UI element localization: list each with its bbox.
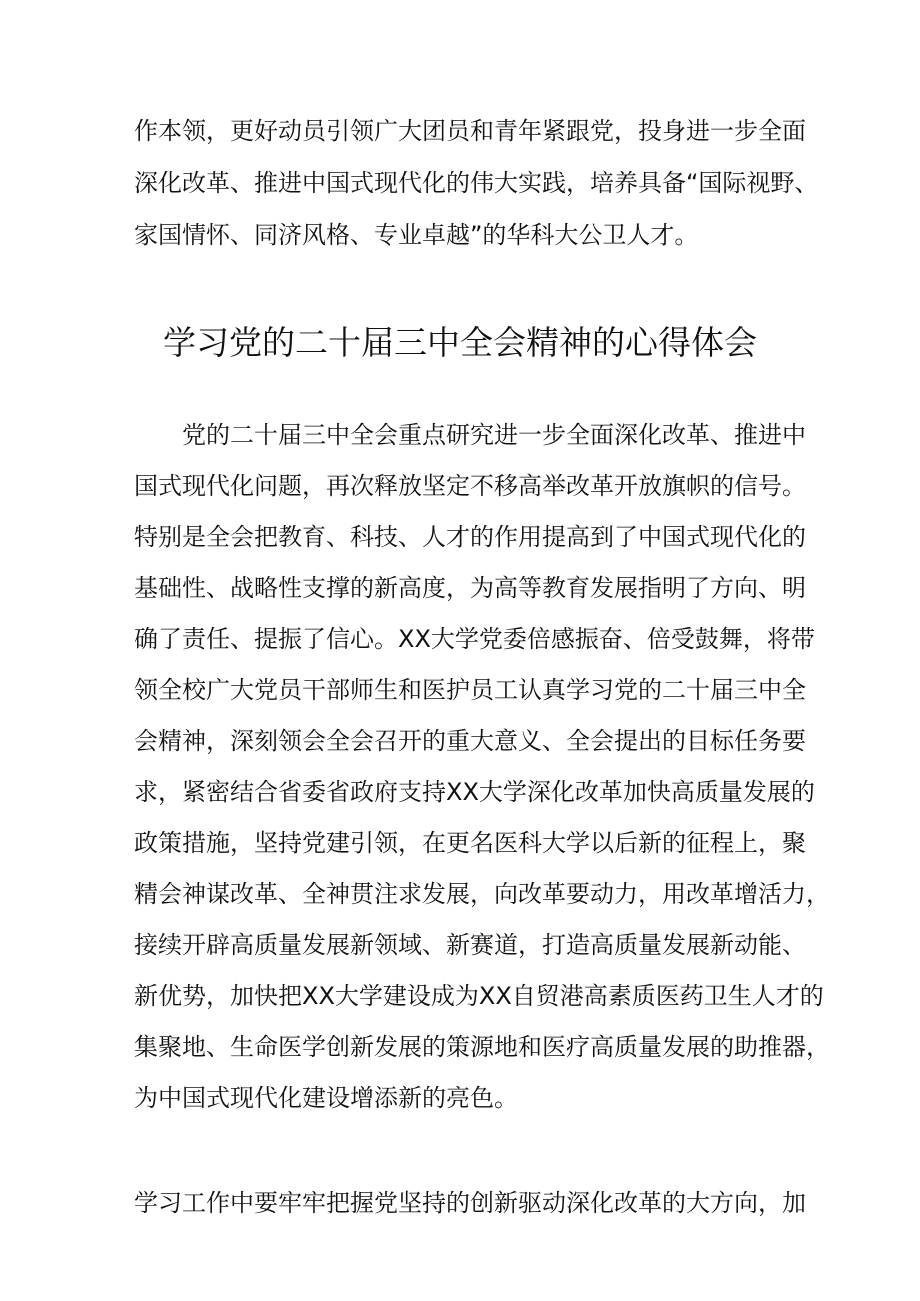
text-line: 为中国式现代化建设增添新的亮色。 [134,1084,518,1112]
article-title: 学习党的二十届三中全会精神的心得体会 [163,323,757,362]
text-line: 基础性、战略性支撑的新高度，为高等教育发展指明了方向、明 [134,574,806,602]
text-line: 新优势，加快把XX大学建设成为XX自贸港高素质医药卫生人才的 [134,982,824,1010]
text-line: 学习工作中要牢牢把握党坚持的创新驱动深化改革的大方向，加 [134,1189,806,1217]
text-line: 精会神谋改革、全神贯注求发展，向改革要动力，用改革增活力， [134,880,830,908]
text-line: 作本领，更好动员引领广大团员和青年紧跟党，投身进一步全面 [134,117,806,145]
text-line: 特别是全会把教育、科技、人才的作用提高到了中国式现代化的 [134,523,806,551]
text-line: 确了责任、提振了信心。XX大学党委倍感振奋、倍受鼓舞，将带 [134,625,815,653]
text-line: 接续开辟高质量发展新领域、新赛道，打造高质量发展新动能、 [134,931,806,959]
text-line: 求，紧密结合省委省政府支持XX大学深化改革加快高质量发展的 [134,778,815,806]
text-line: 深化改革、推进中国式现代化的伟大实践，培养具备“国际视野、 [134,169,819,197]
text-line: 会精神，深刻领会全会召开的重大意义、全会提出的目标任务要 [134,727,806,755]
text-line: 国式现代化问题，再次释放坚定不移高举改革开放旗帜的信号。 [134,472,806,500]
text-line: 集聚地、生命医学创新发展的策源地和医疗高质量发展的助推器， [134,1033,830,1061]
text-line: 党的二十届三中全会重点研究进一步全面深化改革、推进中 [182,421,806,449]
text-line: 政策措施，坚持党建引领，在更名医科大学以后新的征程上，聚 [134,829,806,857]
text-line: 家国情怀、同济风格、专业卓越”的华科大公卫人才。 [134,221,699,249]
text-line: 领全校广大党员干部师生和医护员工认真学习党的二十届三中全 [134,676,806,704]
